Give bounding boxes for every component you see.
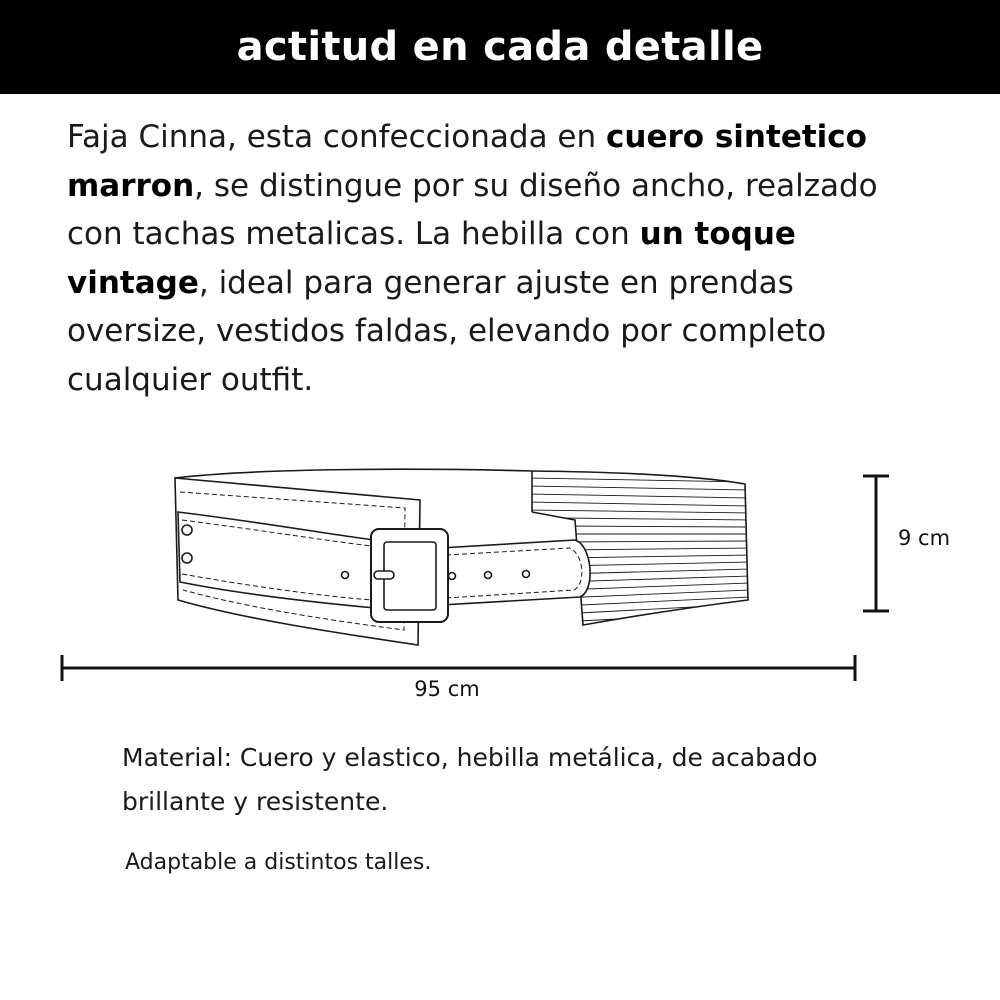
belt-illustration — [175, 469, 750, 645]
belt-diagram — [0, 440, 1000, 710]
description-highlight-material: cuero sintetico marron — [67, 119, 867, 204]
header-banner — [0, 0, 1000, 94]
material-text: Material: Cuero y elastico, hebilla metálica, de acabado brillante y resistente. — [122, 743, 818, 816]
description-text-1: Faja Cinna, esta confeccionada en — [67, 119, 606, 155]
strap-end — [440, 540, 590, 605]
height-label: 9 cm — [898, 526, 951, 550]
description-text-2: , se distingue por su diseño ancho, realzado con tachas metalicas. La hebilla con — [67, 167, 878, 252]
page-title: actitud en cada detalle — [236, 24, 764, 70]
buckle-icon — [371, 529, 448, 622]
sizes-text: Adaptable a distintos talles. — [125, 850, 432, 875]
belt-top-rim — [175, 469, 532, 478]
description-highlight-vintage: un toque vintage — [67, 216, 796, 301]
product-description — [67, 113, 927, 404]
description-text-3: , ideal para generar ajuste en prendas oversize, vestidos faldas, elevando por completo cualquier outfit. — [67, 264, 827, 398]
height-dimension — [863, 476, 889, 611]
width-label: 95 cm — [414, 677, 480, 701]
